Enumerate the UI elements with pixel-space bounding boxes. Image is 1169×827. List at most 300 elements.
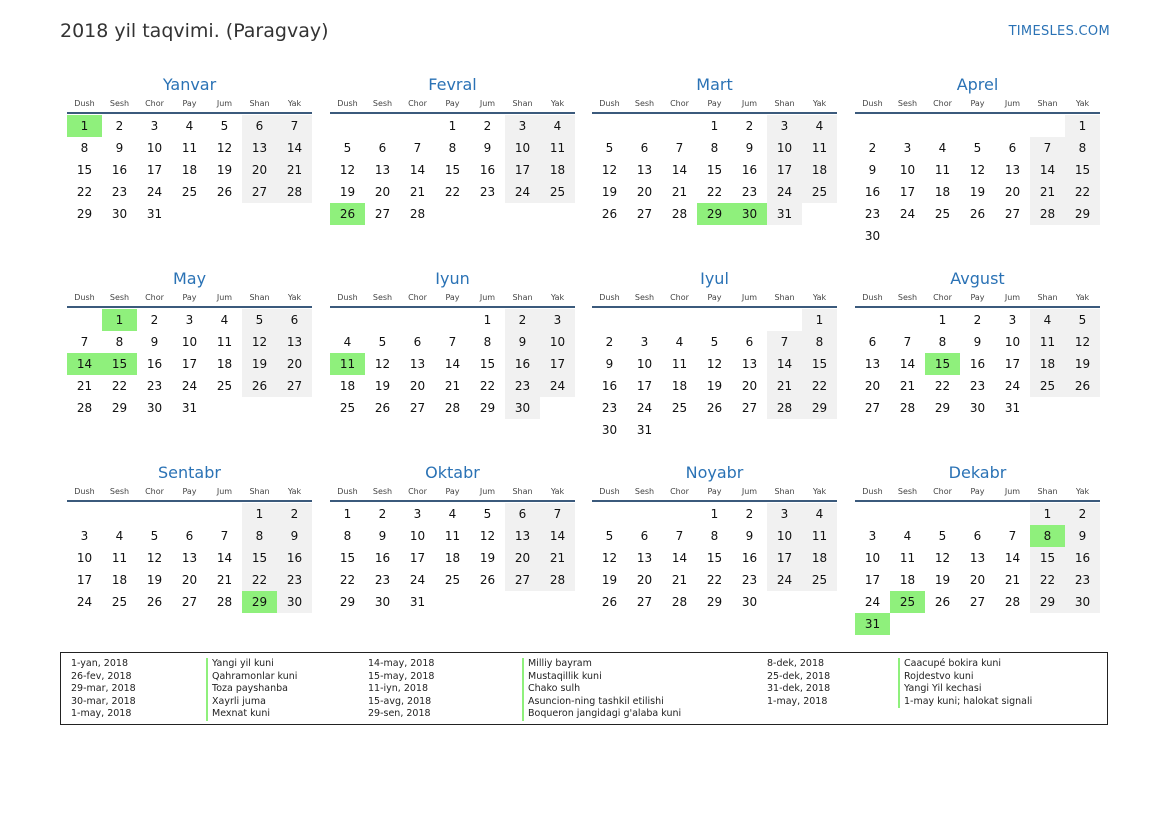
weekend-day-cell[interactable]: 5 <box>1065 309 1100 331</box>
day-cell[interactable]: 26 <box>479 573 496 587</box>
day-cell[interactable]: 22 <box>339 573 356 587</box>
day-cell[interactable]: 27 <box>741 401 758 415</box>
day-cell[interactable]: 15 <box>706 163 723 177</box>
day-cell[interactable]: 23 <box>864 207 881 221</box>
day-cell[interactable]: 24 <box>409 573 426 587</box>
weekend-day-cell[interactable]: 1 <box>1030 503 1065 525</box>
weekend-day-cell[interactable]: 6 <box>505 503 540 525</box>
day-cell[interactable]: 28 <box>899 401 916 415</box>
day-cell[interactable]: 10 <box>864 551 881 565</box>
day-cell[interactable]: 18 <box>216 357 233 371</box>
weekend-day-cell[interactable]: 28 <box>767 397 802 419</box>
day-cell[interactable]: 26 <box>601 207 618 221</box>
day-cell[interactable]: 13 <box>409 357 426 371</box>
weekend-day-cell[interactable]: 21 <box>767 375 802 397</box>
day-cell[interactable]: 9 <box>150 335 159 349</box>
day-cell[interactable]: 22 <box>706 573 723 587</box>
day-cell[interactable]: 9 <box>745 529 754 543</box>
day-cell[interactable]: 5 <box>938 529 947 543</box>
weekend-day-cell[interactable]: 9 <box>277 525 312 547</box>
day-cell[interactable]: 17 <box>899 185 916 199</box>
weekend-day-cell[interactable]: 10 <box>505 137 540 159</box>
day-cell[interactable]: 11 <box>216 335 233 349</box>
day-cell[interactable]: 30 <box>374 595 391 609</box>
weekend-day-cell[interactable]: 7 <box>1030 137 1065 159</box>
day-cell[interactable]: 16 <box>479 163 496 177</box>
day-cell[interactable]: 16 <box>969 357 986 371</box>
day-cell[interactable]: 16 <box>111 163 128 177</box>
day-cell[interactable]: 8 <box>483 335 492 349</box>
day-cell[interactable]: 31 <box>146 207 163 221</box>
weekend-day-cell[interactable]: 1 <box>802 309 837 331</box>
day-cell[interactable]: 4 <box>903 529 912 543</box>
weekend-day-cell[interactable]: 21 <box>277 159 312 181</box>
holiday-day-cell[interactable]: 8 <box>1030 525 1065 547</box>
weekend-day-cell[interactable]: 17 <box>505 159 540 181</box>
day-cell[interactable]: 21 <box>1004 573 1021 587</box>
day-cell[interactable]: 11 <box>671 357 688 371</box>
weekend-day-cell[interactable]: 28 <box>1030 203 1065 225</box>
day-cell[interactable]: 17 <box>636 379 653 393</box>
day-cell[interactable]: 20 <box>864 379 881 393</box>
day-cell[interactable]: 11 <box>899 551 916 565</box>
weekend-day-cell[interactable]: 18 <box>802 547 837 569</box>
day-cell[interactable]: 27 <box>374 207 391 221</box>
weekend-day-cell[interactable]: 22 <box>1065 181 1100 203</box>
day-cell[interactable]: 22 <box>444 185 461 199</box>
day-cell[interactable]: 4 <box>343 335 352 349</box>
day-cell[interactable]: 30 <box>969 401 986 415</box>
day-cell[interactable]: 20 <box>374 185 391 199</box>
weekend-day-cell[interactable]: 3 <box>767 115 802 137</box>
day-cell[interactable]: 10 <box>636 357 653 371</box>
weekend-day-cell[interactable]: 4 <box>1030 309 1065 331</box>
weekend-day-cell[interactable]: 21 <box>1030 181 1065 203</box>
day-cell[interactable]: 19 <box>706 379 723 393</box>
weekend-day-cell[interactable]: 8 <box>802 331 837 353</box>
weekend-day-cell[interactable]: 25 <box>802 569 837 591</box>
holiday-day-cell[interactable]: 30 <box>732 203 767 225</box>
weekend-day-cell[interactable]: 24 <box>767 181 802 203</box>
day-cell[interactable]: 21 <box>76 379 93 393</box>
day-cell[interactable]: 17 <box>1004 357 1021 371</box>
day-cell[interactable]: 23 <box>374 573 391 587</box>
day-cell[interactable]: 10 <box>1004 335 1021 349</box>
weekend-day-cell[interactable]: 20 <box>242 159 277 181</box>
day-cell[interactable]: 22 <box>934 379 951 393</box>
holiday-day-cell[interactable]: 25 <box>890 591 925 613</box>
day-cell[interactable]: 12 <box>339 163 356 177</box>
weekend-day-cell[interactable]: 17 <box>540 353 575 375</box>
day-cell[interactable]: 25 <box>339 401 356 415</box>
weekend-day-cell[interactable]: 31 <box>767 203 802 225</box>
day-cell[interactable]: 9 <box>378 529 387 543</box>
weekend-day-cell[interactable]: 18 <box>1030 353 1065 375</box>
day-cell[interactable]: 4 <box>185 119 194 133</box>
holiday-day-cell[interactable]: 29 <box>697 203 732 225</box>
day-cell[interactable]: 8 <box>115 335 124 349</box>
day-cell[interactable]: 3 <box>150 119 159 133</box>
day-cell[interactable]: 14 <box>444 357 461 371</box>
weekend-day-cell[interactable]: 25 <box>802 181 837 203</box>
day-cell[interactable]: 13 <box>181 551 198 565</box>
weekend-day-cell[interactable]: 27 <box>505 569 540 591</box>
weekend-day-cell[interactable]: 27 <box>277 375 312 397</box>
day-cell[interactable]: 21 <box>216 573 233 587</box>
weekend-day-cell[interactable]: 16 <box>1065 547 1100 569</box>
day-cell[interactable]: 4 <box>448 507 457 521</box>
day-cell[interactable]: 3 <box>868 529 877 543</box>
day-cell[interactable]: 27 <box>181 595 198 609</box>
weekend-day-cell[interactable]: 1 <box>242 503 277 525</box>
day-cell[interactable]: 19 <box>601 185 618 199</box>
day-cell[interactable]: 19 <box>969 185 986 199</box>
day-cell[interactable]: 8 <box>343 529 352 543</box>
day-cell[interactable]: 13 <box>636 163 653 177</box>
day-cell[interactable]: 4 <box>938 141 947 155</box>
day-cell[interactable]: 12 <box>601 551 618 565</box>
weekend-day-cell[interactable]: 26 <box>242 375 277 397</box>
day-cell[interactable]: 6 <box>413 335 422 349</box>
day-cell[interactable]: 7 <box>220 529 229 543</box>
day-cell[interactable]: 1 <box>710 119 719 133</box>
day-cell[interactable]: 29 <box>479 401 496 415</box>
day-cell[interactable]: 21 <box>444 379 461 393</box>
day-cell[interactable]: 11 <box>444 529 461 543</box>
weekend-day-cell[interactable]: 4 <box>802 115 837 137</box>
day-cell[interactable]: 20 <box>741 379 758 393</box>
day-cell[interactable]: 30 <box>111 207 128 221</box>
weekend-day-cell[interactable]: 28 <box>277 181 312 203</box>
day-cell[interactable]: 17 <box>864 573 881 587</box>
weekend-day-cell[interactable]: 18 <box>540 159 575 181</box>
day-cell[interactable]: 5 <box>605 141 614 155</box>
day-cell[interactable]: 31 <box>1004 401 1021 415</box>
day-cell[interactable]: 26 <box>601 595 618 609</box>
day-cell[interactable]: 24 <box>1004 379 1021 393</box>
weekend-day-cell[interactable]: 24 <box>540 375 575 397</box>
day-cell[interactable]: 2 <box>605 335 614 349</box>
day-cell[interactable]: 16 <box>601 379 618 393</box>
weekend-day-cell[interactable]: 15 <box>802 353 837 375</box>
day-cell[interactable]: 20 <box>1004 185 1021 199</box>
weekend-day-cell[interactable]: 26 <box>1065 375 1100 397</box>
weekend-day-cell[interactable]: 15 <box>1030 547 1065 569</box>
day-cell[interactable]: 26 <box>146 595 163 609</box>
day-cell[interactable]: 19 <box>339 185 356 199</box>
day-cell[interactable]: 20 <box>636 573 653 587</box>
weekend-day-cell[interactable]: 12 <box>1065 331 1100 353</box>
day-cell[interactable]: 28 <box>76 401 93 415</box>
weekend-day-cell[interactable]: 23 <box>505 375 540 397</box>
day-cell[interactable]: 6 <box>745 335 754 349</box>
weekend-day-cell[interactable]: 4 <box>540 115 575 137</box>
weekend-day-cell[interactable]: 3 <box>767 503 802 525</box>
weekend-day-cell[interactable]: 7 <box>277 115 312 137</box>
day-cell[interactable]: 19 <box>934 573 951 587</box>
day-cell[interactable]: 16 <box>741 551 758 565</box>
day-cell[interactable]: 30 <box>146 401 163 415</box>
day-cell[interactable]: 19 <box>374 379 391 393</box>
day-cell[interactable]: 23 <box>741 573 758 587</box>
holiday-day-cell[interactable]: 14 <box>67 353 102 375</box>
day-cell[interactable]: 31 <box>181 401 198 415</box>
day-cell[interactable]: 17 <box>146 163 163 177</box>
holiday-day-cell[interactable]: 1 <box>67 115 102 137</box>
day-cell[interactable]: 15 <box>76 163 93 177</box>
weekend-day-cell[interactable]: 30 <box>505 397 540 419</box>
weekend-day-cell[interactable]: 7 <box>540 503 575 525</box>
day-cell[interactable]: 13 <box>374 163 391 177</box>
weekend-day-cell[interactable]: 10 <box>767 137 802 159</box>
day-cell[interactable]: 30 <box>741 595 758 609</box>
day-cell[interactable]: 13 <box>969 551 986 565</box>
day-cell[interactable]: 21 <box>899 379 916 393</box>
day-cell[interactable]: 3 <box>413 507 422 521</box>
day-cell[interactable]: 19 <box>601 573 618 587</box>
weekend-day-cell[interactable]: 9 <box>505 331 540 353</box>
day-cell[interactable]: 25 <box>671 401 688 415</box>
day-cell[interactable]: 19 <box>146 573 163 587</box>
day-cell[interactable]: 22 <box>479 379 496 393</box>
weekend-day-cell[interactable]: 8 <box>1065 137 1100 159</box>
weekend-day-cell[interactable]: 22 <box>1030 569 1065 591</box>
weekend-day-cell[interactable]: 6 <box>242 115 277 137</box>
day-cell[interactable]: 13 <box>636 551 653 565</box>
holiday-day-cell[interactable]: 31 <box>855 613 890 635</box>
day-cell[interactable]: 21 <box>409 185 426 199</box>
day-cell[interactable]: 6 <box>1008 141 1017 155</box>
day-cell[interactable]: 1 <box>343 507 352 521</box>
day-cell[interactable]: 2 <box>150 313 159 327</box>
weekend-day-cell[interactable]: 23 <box>277 569 312 591</box>
weekend-day-cell[interactable]: 24 <box>505 181 540 203</box>
day-cell[interactable]: 29 <box>76 207 93 221</box>
day-cell[interactable]: 8 <box>938 335 947 349</box>
weekend-day-cell[interactable]: 4 <box>802 503 837 525</box>
weekend-day-cell[interactable]: 3 <box>505 115 540 137</box>
day-cell[interactable]: 11 <box>181 141 198 155</box>
day-cell[interactable]: 18 <box>444 551 461 565</box>
weekend-day-cell[interactable]: 10 <box>540 331 575 353</box>
day-cell[interactable]: 7 <box>675 529 684 543</box>
weekend-day-cell[interactable]: 15 <box>242 547 277 569</box>
day-cell[interactable]: 1 <box>448 119 457 133</box>
day-cell[interactable]: 13 <box>1004 163 1021 177</box>
day-cell[interactable]: 20 <box>409 379 426 393</box>
day-cell[interactable]: 29 <box>111 401 128 415</box>
weekend-day-cell[interactable]: 11 <box>540 137 575 159</box>
day-cell[interactable]: 10 <box>76 551 93 565</box>
day-cell[interactable]: 3 <box>185 313 194 327</box>
holiday-day-cell[interactable]: 11 <box>330 353 365 375</box>
day-cell[interactable]: 2 <box>745 119 754 133</box>
day-cell[interactable]: 26 <box>374 401 391 415</box>
day-cell[interactable]: 24 <box>146 185 163 199</box>
day-cell[interactable]: 10 <box>899 163 916 177</box>
day-cell[interactable]: 2 <box>483 119 492 133</box>
day-cell[interactable]: 29 <box>706 595 723 609</box>
day-cell[interactable]: 7 <box>80 335 89 349</box>
day-cell[interactable]: 5 <box>378 335 387 349</box>
day-cell[interactable]: 2 <box>378 507 387 521</box>
holiday-day-cell[interactable]: 1 <box>102 309 137 331</box>
weekend-day-cell[interactable]: 15 <box>1065 159 1100 181</box>
day-cell[interactable]: 28 <box>671 595 688 609</box>
holiday-day-cell[interactable]: 15 <box>925 353 960 375</box>
day-cell[interactable]: 12 <box>479 529 496 543</box>
day-cell[interactable]: 18 <box>339 379 356 393</box>
day-cell[interactable]: 23 <box>111 185 128 199</box>
day-cell[interactable]: 12 <box>934 551 951 565</box>
day-cell[interactable]: 17 <box>409 551 426 565</box>
day-cell[interactable]: 20 <box>181 573 198 587</box>
weekend-day-cell[interactable]: 12 <box>242 331 277 353</box>
day-cell[interactable]: 23 <box>146 379 163 393</box>
weekend-day-cell[interactable]: 5 <box>242 309 277 331</box>
day-cell[interactable]: 26 <box>969 207 986 221</box>
day-cell[interactable]: 6 <box>973 529 982 543</box>
day-cell[interactable]: 27 <box>969 595 986 609</box>
day-cell[interactable]: 2 <box>973 313 982 327</box>
day-cell[interactable]: 2 <box>115 119 124 133</box>
weekend-day-cell[interactable]: 30 <box>1065 591 1100 613</box>
weekend-day-cell[interactable]: 13 <box>277 331 312 353</box>
day-cell[interactable]: 7 <box>675 141 684 155</box>
weekend-day-cell[interactable]: 13 <box>242 137 277 159</box>
day-cell[interactable]: 12 <box>706 357 723 371</box>
weekend-day-cell[interactable]: 19 <box>242 353 277 375</box>
day-cell[interactable]: 31 <box>409 595 426 609</box>
day-cell[interactable]: 3 <box>640 335 649 349</box>
day-cell[interactable]: 13 <box>864 357 881 371</box>
day-cell[interactable]: 18 <box>934 185 951 199</box>
day-cell[interactable]: 11 <box>934 163 951 177</box>
weekend-day-cell[interactable]: 27 <box>242 181 277 203</box>
day-cell[interactable]: 4 <box>675 335 684 349</box>
day-cell[interactable]: 12 <box>969 163 986 177</box>
day-cell[interactable]: 25 <box>934 207 951 221</box>
day-cell[interactable]: 2 <box>868 141 877 155</box>
day-cell[interactable]: 18 <box>671 379 688 393</box>
day-cell[interactable]: 5 <box>710 335 719 349</box>
weekend-day-cell[interactable]: 25 <box>1030 375 1065 397</box>
weekend-day-cell[interactable]: 1 <box>1065 115 1100 137</box>
day-cell[interactable]: 1 <box>938 313 947 327</box>
day-cell[interactable]: 6 <box>640 141 649 155</box>
weekend-day-cell[interactable]: 18 <box>802 159 837 181</box>
day-cell[interactable]: 9 <box>605 357 614 371</box>
weekend-day-cell[interactable]: 2 <box>505 309 540 331</box>
day-cell[interactable]: 25 <box>111 595 128 609</box>
day-cell[interactable]: 24 <box>76 595 93 609</box>
weekend-day-cell[interactable]: 20 <box>505 547 540 569</box>
day-cell[interactable]: 9 <box>115 141 124 155</box>
day-cell[interactable]: 17 <box>181 357 198 371</box>
weekend-day-cell[interactable]: 11 <box>1030 331 1065 353</box>
day-cell[interactable]: 3 <box>80 529 89 543</box>
day-cell[interactable]: 23 <box>969 379 986 393</box>
day-cell[interactable]: 18 <box>111 573 128 587</box>
day-cell[interactable]: 28 <box>671 207 688 221</box>
day-cell[interactable]: 28 <box>216 595 233 609</box>
weekend-day-cell[interactable]: 29 <box>1065 203 1100 225</box>
day-cell[interactable]: 23 <box>479 185 496 199</box>
day-cell[interactable]: 18 <box>899 573 916 587</box>
day-cell[interactable]: 5 <box>483 507 492 521</box>
day-cell[interactable]: 25 <box>181 185 198 199</box>
day-cell[interactable]: 5 <box>150 529 159 543</box>
day-cell[interactable]: 26 <box>216 185 233 199</box>
weekend-day-cell[interactable]: 8 <box>242 525 277 547</box>
day-cell[interactable]: 14 <box>1004 551 1021 565</box>
day-cell[interactable]: 15 <box>339 551 356 565</box>
day-cell[interactable]: 27 <box>636 207 653 221</box>
day-cell[interactable]: 8 <box>80 141 89 155</box>
day-cell[interactable]: 10 <box>409 529 426 543</box>
day-cell[interactable]: 30 <box>864 229 881 243</box>
day-cell[interactable]: 19 <box>479 551 496 565</box>
day-cell[interactable]: 1 <box>710 507 719 521</box>
day-cell[interactable]: 28 <box>1004 595 1021 609</box>
weekend-day-cell[interactable]: 13 <box>505 525 540 547</box>
day-cell[interactable]: 20 <box>969 573 986 587</box>
holiday-day-cell[interactable]: 29 <box>242 591 277 613</box>
weekend-day-cell[interactable]: 2 <box>1065 503 1100 525</box>
day-cell[interactable]: 28 <box>444 401 461 415</box>
day-cell[interactable]: 22 <box>111 379 128 393</box>
day-cell[interactable]: 10 <box>181 335 198 349</box>
day-cell[interactable]: 27 <box>409 401 426 415</box>
day-cell[interactable]: 15 <box>706 551 723 565</box>
day-cell[interactable]: 19 <box>216 163 233 177</box>
weekend-day-cell[interactable]: 22 <box>242 569 277 591</box>
day-cell[interactable]: 7 <box>448 335 457 349</box>
day-cell[interactable]: 21 <box>671 573 688 587</box>
day-cell[interactable]: 9 <box>745 141 754 155</box>
day-cell[interactable]: 6 <box>378 141 387 155</box>
day-cell[interactable]: 6 <box>640 529 649 543</box>
weekend-day-cell[interactable]: 17 <box>767 547 802 569</box>
weekend-day-cell[interactable]: 2 <box>277 503 312 525</box>
day-cell[interactable]: 30 <box>601 423 618 437</box>
day-cell[interactable]: 8 <box>448 141 457 155</box>
brand-link[interactable]: TIMESLES.COM <box>1008 24 1110 39</box>
day-cell[interactable]: 12 <box>374 357 391 371</box>
day-cell[interactable]: 14 <box>216 551 233 565</box>
day-cell[interactable]: 5 <box>605 529 614 543</box>
day-cell[interactable]: 5 <box>343 141 352 155</box>
holiday-day-cell[interactable]: 15 <box>102 353 137 375</box>
day-cell[interactable]: 8 <box>710 141 719 155</box>
weekend-day-cell[interactable]: 11 <box>802 525 837 547</box>
day-cell[interactable]: 4 <box>115 529 124 543</box>
day-cell[interactable]: 9 <box>973 335 982 349</box>
day-cell[interactable]: 10 <box>146 141 163 155</box>
day-cell[interactable]: 8 <box>710 529 719 543</box>
day-cell[interactable]: 22 <box>76 185 93 199</box>
weekend-day-cell[interactable]: 30 <box>277 591 312 613</box>
day-cell[interactable]: 27 <box>636 595 653 609</box>
day-cell[interactable]: 22 <box>706 185 723 199</box>
weekend-day-cell[interactable]: 9 <box>1065 525 1100 547</box>
day-cell[interactable]: 21 <box>671 185 688 199</box>
day-cell[interactable]: 20 <box>636 185 653 199</box>
day-cell[interactable]: 6 <box>868 335 877 349</box>
day-cell[interactable]: 23 <box>741 185 758 199</box>
day-cell[interactable]: 16 <box>374 551 391 565</box>
day-cell[interactable]: 15 <box>479 357 496 371</box>
